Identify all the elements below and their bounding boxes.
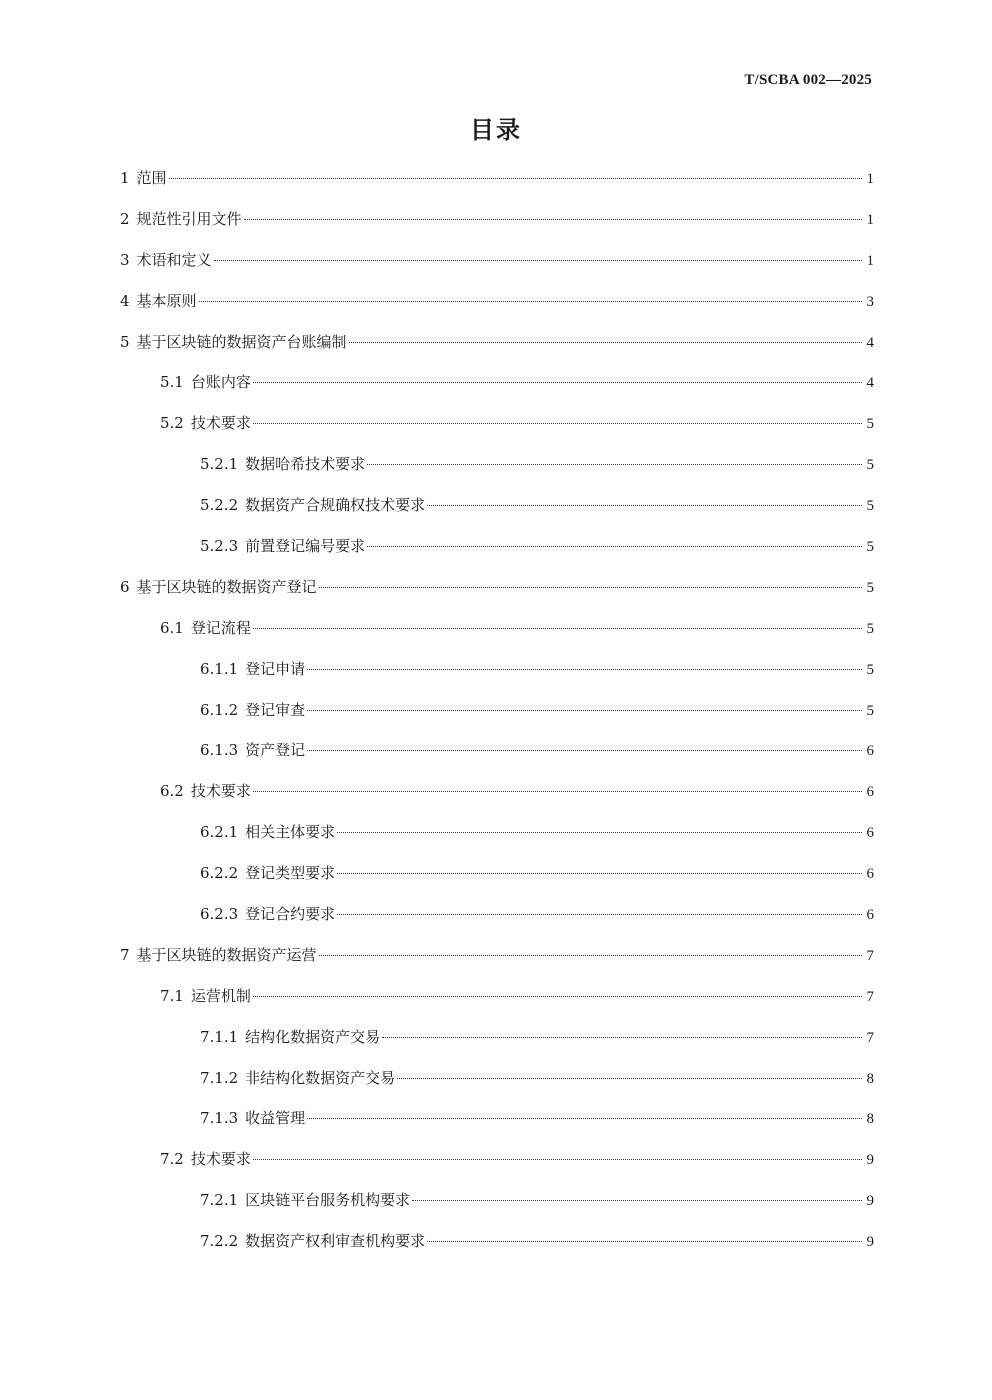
toc-entry-page-number: 9 xyxy=(866,1152,874,1169)
toc-entry-page-number: 4 xyxy=(866,334,874,351)
document-code: T/SCBA 002—2025 xyxy=(744,72,872,88)
toc-entry-page-number: 1 xyxy=(866,252,874,269)
toc-entry-title: 结构化数据资产交易 xyxy=(245,1027,381,1046)
toc-entry[interactable] xyxy=(120,158,874,199)
toc-entry-number: 7.1.2 xyxy=(200,1068,239,1087)
toc-entry[interactable] xyxy=(120,322,874,363)
toc-entry-title: 技术要求 xyxy=(190,414,251,433)
toc-entry-number: 7 xyxy=(120,945,130,964)
toc-entry-number: 6.1.1 xyxy=(200,659,239,678)
dot-leader xyxy=(337,832,862,833)
toc-entry-page-number: 5 xyxy=(866,416,874,433)
dot-leader xyxy=(367,546,862,547)
toc-entry[interactable] xyxy=(120,1058,874,1099)
toc-entry[interactable] xyxy=(120,240,874,281)
toc-entry-title: 资产登记 xyxy=(245,741,306,760)
toc-entry-page-number: 5 xyxy=(866,579,874,596)
toc-entry-page-number: 5 xyxy=(866,457,874,474)
toc-entry-number: 5.2.2 xyxy=(200,496,239,515)
toc-entry-title: 技术要求 xyxy=(190,1150,251,1169)
toc-entry-page-number: 7 xyxy=(866,988,874,1005)
toc-entry-page-number: 6 xyxy=(866,907,874,924)
toc-entry-number: 6.1.2 xyxy=(200,700,239,719)
toc-entry-number: 7.1.1 xyxy=(200,1027,239,1046)
toc-entry-number: 3 xyxy=(120,250,130,269)
toc-entry[interactable] xyxy=(120,444,874,485)
dot-leader xyxy=(307,750,862,751)
toc-entry[interactable] xyxy=(120,608,874,649)
toc-entry-page-number: 6 xyxy=(866,866,874,883)
toc-entry-page-number: 3 xyxy=(866,293,874,310)
toc-entry[interactable] xyxy=(120,362,874,403)
toc-entry[interactable] xyxy=(120,403,874,444)
toc-entry-page-number: 8 xyxy=(866,1070,874,1087)
toc-entry[interactable] xyxy=(120,935,874,976)
toc-entry[interactable] xyxy=(120,894,874,935)
toc-entry[interactable] xyxy=(120,1017,874,1058)
toc-entry[interactable] xyxy=(120,1098,874,1139)
table-of-contents xyxy=(120,158,874,1262)
toc-entry-page-number: 7 xyxy=(866,947,874,964)
toc-entry-title: 前置登记编号要求 xyxy=(245,537,366,556)
toc-entry-number: 6.2.3 xyxy=(200,905,239,924)
page-title: 目录 xyxy=(470,116,522,144)
toc-entry-page-number: 1 xyxy=(866,171,874,187)
toc-entry-number: 5.1 xyxy=(160,373,184,392)
toc-entry[interactable] xyxy=(120,1180,874,1221)
dot-leader xyxy=(337,914,862,915)
toc-entry[interactable] xyxy=(120,567,874,608)
toc-entry-number: 6.2.1 xyxy=(200,823,239,842)
dot-leader xyxy=(367,464,862,465)
toc-entry[interactable] xyxy=(120,199,874,240)
toc-entry[interactable] xyxy=(120,690,874,731)
toc-entry-number: 2 xyxy=(120,209,130,228)
toc-entry-number: 6.1.3 xyxy=(200,741,239,760)
toc-entry-number: 7.1.3 xyxy=(200,1109,239,1128)
toc-entry-number: 5 xyxy=(120,332,130,351)
toc-entry-title: 登记申请 xyxy=(245,659,306,678)
toc-entry-number: 5.2.3 xyxy=(200,537,239,556)
toc-entry[interactable] xyxy=(120,812,874,853)
toc-entry-page-number: 6 xyxy=(866,825,874,842)
toc-entry-title: 登记合约要求 xyxy=(245,905,336,924)
dot-leader xyxy=(427,1241,862,1242)
dot-leader xyxy=(214,260,862,261)
toc-entry-title: 基于区块链的数据资产运营 xyxy=(136,945,317,964)
toc-entry-page-number: 6 xyxy=(866,784,874,801)
toc-entry-title: 收益管理 xyxy=(245,1109,306,1128)
toc-entry[interactable] xyxy=(120,853,874,894)
toc-entry[interactable] xyxy=(120,485,874,526)
toc-entry-number: 7.2.1 xyxy=(200,1191,239,1210)
dot-leader xyxy=(253,423,862,424)
dot-leader xyxy=(253,996,862,997)
dot-leader xyxy=(253,791,862,792)
toc-entry[interactable] xyxy=(120,771,874,812)
dot-leader xyxy=(307,710,862,711)
toc-entry[interactable] xyxy=(120,1139,874,1180)
toc-entry-title: 运营机制 xyxy=(190,986,251,1005)
toc-entry[interactable] xyxy=(120,649,874,690)
dot-leader xyxy=(412,1200,862,1201)
toc-entry-page-number: 9 xyxy=(866,1193,874,1210)
toc-entry[interactable] xyxy=(120,1221,874,1262)
toc-entry-page-number: 7 xyxy=(866,1029,874,1046)
toc-entry[interactable] xyxy=(120,526,874,567)
dot-leader xyxy=(382,1037,862,1038)
toc-entry-title: 基于区块链的数据资产台账编制 xyxy=(136,332,347,351)
toc-entry-page-number: 8 xyxy=(866,1111,874,1128)
toc-entry-page-number: 5 xyxy=(866,661,874,678)
toc-entry-number: 6 xyxy=(120,577,130,596)
toc-entry-title: 登记流程 xyxy=(190,618,251,637)
dot-leader xyxy=(427,505,862,506)
toc-entry-page-number: 4 xyxy=(866,375,874,392)
toc-entry-title: 术语和定义 xyxy=(136,250,212,269)
toc-entry-title: 登记审查 xyxy=(245,700,306,719)
dot-leader xyxy=(253,1159,862,1160)
dot-leader xyxy=(307,1118,862,1119)
dot-leader xyxy=(319,587,862,588)
toc-entry-number: 5.2 xyxy=(160,414,184,433)
toc-entry-number: 7.2 xyxy=(160,1150,184,1169)
toc-entry-title: 相关主体要求 xyxy=(245,823,336,842)
toc-entry-number: 6.2 xyxy=(160,782,184,801)
toc-entry-number: 4 xyxy=(120,291,130,310)
dot-leader xyxy=(253,382,862,383)
toc-entry-title: 基于区块链的数据资产登记 xyxy=(136,577,317,596)
toc-entry-page-number: 5 xyxy=(866,620,874,637)
dot-leader xyxy=(349,342,862,343)
dot-leader xyxy=(253,628,862,629)
toc-entry-page-number: 9 xyxy=(866,1234,874,1251)
toc-entry-title: 基本原则 xyxy=(136,291,197,310)
toc-entry-page-number: 1 xyxy=(866,211,874,228)
toc-entry-title: 非结构化数据资产交易 xyxy=(245,1068,396,1087)
toc-entry-number: 1 xyxy=(120,169,130,187)
toc-entry-number: 7.1 xyxy=(160,986,184,1005)
toc-entry[interactable] xyxy=(120,730,874,771)
dot-leader xyxy=(169,178,862,179)
toc-entry-title: 技术要求 xyxy=(190,782,251,801)
toc-entry-page-number: 5 xyxy=(866,539,874,556)
toc-entry-page-number: 5 xyxy=(866,498,874,515)
toc-entry-number: 5.2.1 xyxy=(200,455,239,474)
dot-leader xyxy=(319,955,862,956)
toc-entry[interactable] xyxy=(120,281,874,322)
dot-leader xyxy=(244,219,862,220)
toc-entry-title: 数据资产合规确权技术要求 xyxy=(245,496,426,515)
toc-entry-number: 6.1 xyxy=(160,618,184,637)
dot-leader xyxy=(199,301,862,302)
toc-entry-page-number: 6 xyxy=(866,743,874,760)
toc-entry-title: 规范性引用文件 xyxy=(136,209,242,228)
toc-entry-title: 数据资产权利审查机构要求 xyxy=(245,1232,426,1251)
toc-entry-title: 台账内容 xyxy=(190,373,251,392)
toc-entry-title: 登记类型要求 xyxy=(245,864,336,883)
dot-leader xyxy=(307,669,862,670)
toc-entry-title: 区块链平台服务机构要求 xyxy=(245,1191,411,1210)
toc-entry-page-number: 5 xyxy=(866,702,874,719)
toc-entry-number: 6.2.2 xyxy=(200,864,239,883)
toc-entry-title: 数据哈希技术要求 xyxy=(245,455,366,474)
toc-entry-number: 7.2.2 xyxy=(200,1232,239,1251)
dot-leader xyxy=(337,873,862,874)
toc-entry[interactable] xyxy=(120,976,874,1017)
dot-leader xyxy=(397,1078,862,1079)
toc-entry-title: 范围 xyxy=(136,169,167,187)
